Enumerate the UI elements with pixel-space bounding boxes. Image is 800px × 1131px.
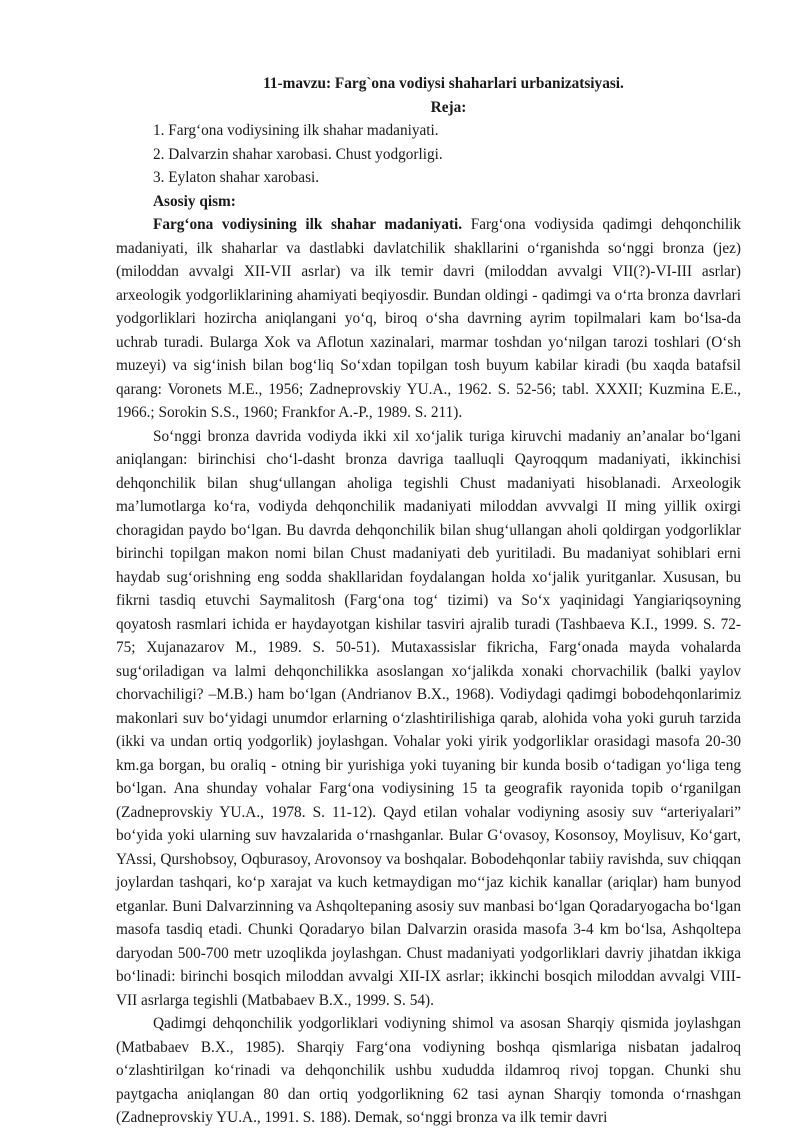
- document-page: [116, 62, 741, 1130]
- paragraph-2: [116, 425, 741, 1013]
- plan-heading: Reja:: [430, 98, 467, 116]
- paragraph-text: Farg‘ona vodiysida qadimgi dehqonchilik madaniyati, ilk shaharlar va dastlabki davlatchilik shakllarini o‘rganishda so‘nggi bronza (jez) (miloddan avvalgi XII-VII asrlar) va ilk temir davri (miloddan avvalgi VII(?)-VI-III asrlar) arxeologik yodgorliklarining ahamiyati beqiyosdir. Bundan oldingi - qadimgi va o‘rta bronza davrlari yodgorliklari hozircha aniqlangani yo‘q, biroq o‘sha davrning ayrim topilmalari kam bo‘lsa-da uchrab turadi. Bularga Xok va Aflotun xazinalari, marmar toshdan yo‘nilgan tarozi toshlari (O‘sh muzeyi) va sig‘inish bilan bog‘liq So‘xdan topilgan tosh buyum kabilar kiradi (bu xaqda batafsil qarang: Voronets M.E., 1956; Zadneprovskiy YU.A., 1962. S. 52-56; tabl. XXXII; Kuzmina E.E., 1966.; Sorokin S.S., 1960; Frankfor A.-P., 1989. S. 211).: [116, 216, 741, 421]
- paragraph-text: Qadimgi dehqonchilik yodgorliklari vodiyning shimol va asosan Sharqiy qismida joylashgan (Matbabaev B.X., 1985). Sharqiy Farg‘ona vodiyning boshqa qismlariga nisbatan jadalroq o‘zlashtirilgan ko‘rinadi va dehqonchilik ushbu xududda ildamroq rivoj topgan. Chunki shu paytgacha aniqlangan 80 dan ortiq yodgorlikning 62 tasi aynan Sharqiy tomonda o‘rnashgan (Zadneprovskiy YU.A., 1991. S. 188). Demak, so‘nggi bronza va ilk temir davri: [116, 1015, 741, 1126]
- main-section-heading: Asosiy qism:: [153, 192, 236, 210]
- plan-item: 1. Farg‘ona vodiysining ilk shahar madaniyati.: [153, 122, 439, 139]
- plan-item: 2. Dalvarzin shahar xarobasi. Chust yodgorligi.: [153, 145, 443, 163]
- paragraph-text: So‘nggi bronza davrida vodiyda ikki xil xo‘jalik turiga kiruvchi madaniy an’analar bo‘lgani aniqlangan: birinchisi cho‘l-dasht bronza davriga taalluqli Qayroqqum madaniyati, ikkinchisi dehqonchilik bilan shug‘ullangan aholiga tegishli Chust madaniyati hisoblanadi. Arxeologik ma’lumotlarga ko‘ra, vodiyda dehqonchilik madaniyati miloddan avvvalgi II ming yillik oxirgi choragidan paydo bo‘lgan. Bu davrda dehqonchilik bilan shug‘ullangan aholi qoldirgan yodgorliklar birinchi topilgan makon nomi bilan Chust madaniyati deb yuritiladi. Bu madaniyat sohiblari erni haydab sug‘orishning eng sodda shakllaridan foydalangan holda xo‘jalik yuritganlar. Xususan, bu fikrni tasdiq etuvchi Saymalitosh (Farg‘ona tog‘ tizimi) va So‘x yaqinidagi Yangiariqsoyning qoyatosh rasmlari ichida er haydayotgan kishilar tasviri ajralib turadi (Tashbaeva K.I., 1999. S. 72-75; Xujanazarov M., 1989. S. 50-51). Mutaxassislar fikricha, Farg‘onada mayda vohalarda sug‘oriladigan va lalmi dehqonchilikka asoslangan xo‘jalikda xonaki chorvachilik (balki yaylov chorvachiligi? –M.B.) ham bo‘lgan (Andrianov B.X., 1968). Vodiydagi qadimgi bobodehqonlarimiz makonlari suv bo‘yidagi unumdor erlarning o‘zlashtirilishiga qarab, alohida voha yoki guruh tarzida (ikki va undan ortiq yodgorlik) joylashgan. Vohalar yoki yirik yodgorliklar orasidagi masofa 20-30 km.ga borgan, bu oraliq - otning bir yurishiga yoki tuyaning bir kunda bosib o‘tadigan yo‘liga teng bo‘lgan. Ana shunday vohalar Farg‘ona vodiysining 15 ta geografik rayonida topib o‘rganilgan (Zadneprovskiy YU.A., 1978. S. 11-12). Qayd etilan vohalar vodiyning asosiy suv “arteriyalari” bo‘yida yoki ularning suv havzalarida o‘rnashganlar. Bular G‘ovasoy, Kosonsoy, Moylisuv, Ko‘gart, YAssi, Qurshobsoy, Oqburasoy, Arovonsoy va boshqalar. Bobodehqonlar tabiiy ravishda, suv chiqqan joylardan tashqari, ko‘p xarajat va kuch ketmaydigan mo‘‘jaz kichik kanallar (ariqlar) ham bunyod etganlar. Buni Dalvarzinning va Ashqoltepaning asosiy suv manbasi bo‘lgan Qoradaryogacha bo‘lgan masofa tasdiq etadi. Chunki Qoradaryo bilan Dalvarzin orasida masofa 3-4 km bo‘lsa, Ashqoltepa daryodan 500-700 metr uzoqlikda joylashgan. Chust madaniyati yodgorliklari davriy jihatdan ikkiga bo‘linadi: birinchi bosqich miloddan avvalgi XII-IX asrlar; ikkinchi bosqich miloddan avvalgi VIII-VII asrlarga tegishli (Matbabaev B.X., 1999. S. 54).: [116, 427, 741, 1009]
- paragraph-1: [116, 213, 741, 425]
- document-title: 11-mavzu: Farg`ona vodiysi shaharlari urbanizatsiyasi.: [263, 75, 624, 92]
- paragraph-3: [116, 1012, 741, 1130]
- plan-item: 3. Eylaton shahar xarobasi.: [153, 169, 320, 186]
- paragraph-lead: Farg‘ona vodiysining ilk shahar madaniyati.: [153, 216, 463, 233]
